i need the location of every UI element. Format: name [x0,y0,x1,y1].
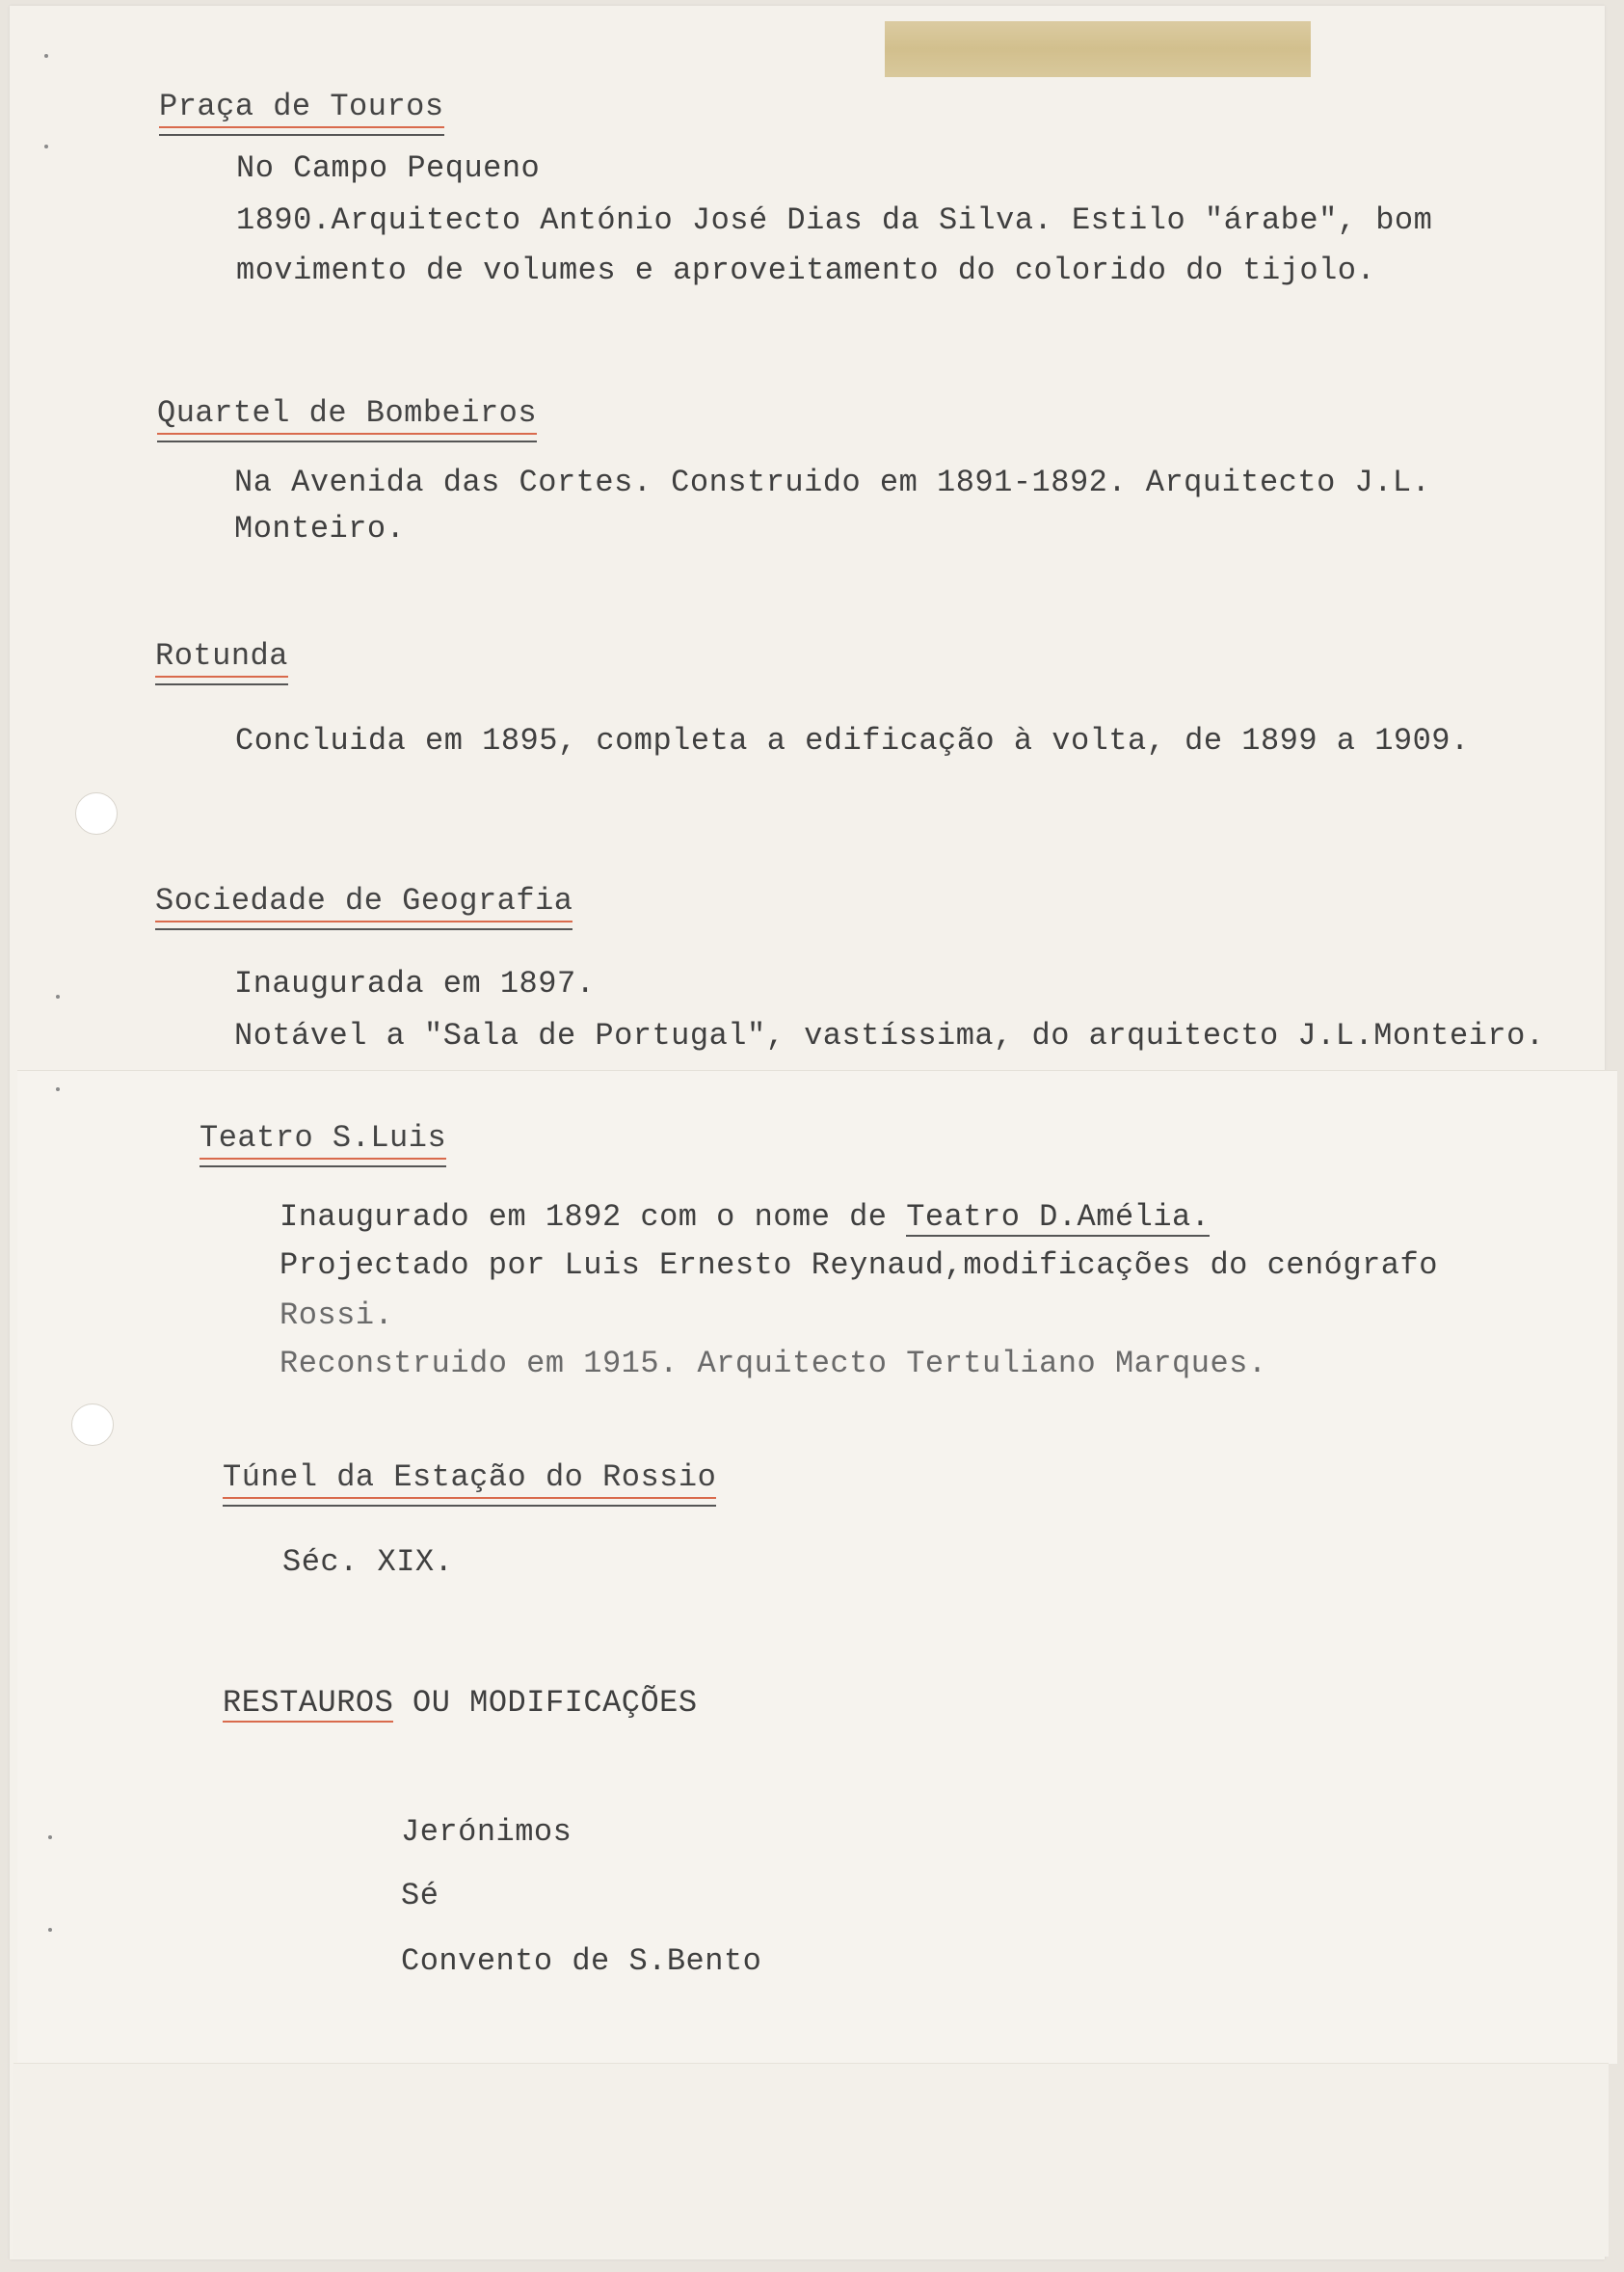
text-line: Notável a "Sala de Portugal", vastíssima, do arquitecto J.L.Monteiro. [234,1018,1545,1054]
speck [56,995,60,999]
speck [44,54,48,58]
restauro-item: Sé [401,1878,439,1913]
text-line: Concluida em 1895, completa a edificação à volta, de 1899 a 1909. [235,723,1470,759]
restauros-heading-rest: OU MODIFICAÇÕES [393,1685,698,1721]
section-title-tunel-da-estacao-do-rossio: Túnel da Estação do Rossio [223,1459,716,1499]
text-segment: Inaugurado em 1892 com o nome de [280,1199,907,1235]
section-title-praca-de-touros: Praça de Touros [159,89,444,128]
restauros-heading [223,1685,698,1721]
punch-hole [71,1403,114,1446]
adhesive-tape [885,21,1311,77]
restauro-item: Convento de S.Bento [401,1943,762,1979]
speck [56,1087,60,1091]
text-line: Inaugurada em 1897. [234,966,596,1002]
punch-hole [75,792,118,835]
speck [48,1928,52,1932]
text-line: 1890.Arquitecto António José Dias da Silva. Estilo "árabe", bom [236,202,1433,238]
paper-sheet-bottom [13,2063,1609,2257]
text-line: No Campo Pequeno [236,150,541,186]
section-title-teatro-s-luis: Teatro S.Luis [200,1120,446,1160]
speck [44,145,48,148]
section-title-rotunda: Rotunda [155,638,288,678]
section-title-quartel-de-bombeiros: Quartel de Bombeiros [157,395,537,435]
text-line: Séc. XIX. [282,1544,454,1580]
text-line: Monteiro. [234,511,406,547]
restauros-heading-underlined: RESTAUROS [223,1685,394,1721]
restauro-item: Jerónimos [401,1814,572,1850]
text-line: Na Avenida das Cortes. Construido em 1891-1892. Arquitecto J.L. [234,465,1431,500]
text-line [280,1199,1210,1235]
section-title-sociedade-de-geografia: Sociedade de Geografia [155,883,572,922]
text-line: Reconstruido em 1915. Arquitecto Tertuliano Marques. [280,1346,1267,1381]
text-line: movimento de volumes e aproveitamento do colorido do tijolo. [236,253,1376,288]
text-line: Projectado por Luis Ernesto Reynaud,modificações do cenógrafo [280,1247,1438,1283]
text-line: Rossi. [280,1297,394,1333]
speck [48,1835,52,1839]
teatro-name-highlight: Teatro D.Amélia. [906,1199,1211,1235]
